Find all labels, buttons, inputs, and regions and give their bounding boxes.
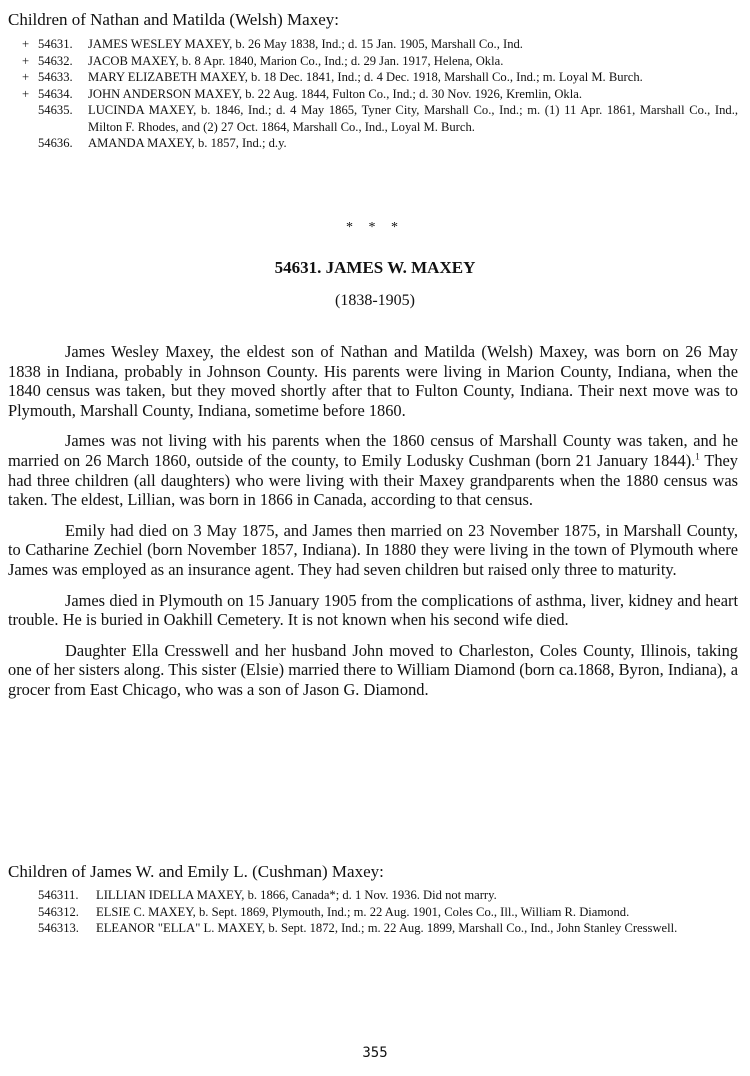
child-entry (0, 53, 750, 70)
child-entry (0, 86, 750, 103)
entry-text: MARY ELIZABETH MAXEY, b. 18 Dec. 1841, Ind.; d. 4 Dec. 1918, Marshall Co., Ind.; m. Loyal M. Burch. (88, 70, 643, 84)
child-entry (0, 904, 750, 921)
paragraph: James died in Plymouth on 15 January 1905 from the complications of asthma, liver, kidney and heart trouble. He is buried in Oakhill Cemetery. It is not known when his second wife died. (8, 590, 738, 630)
has-descendants-marker: + (22, 37, 30, 51)
entry-number: 546311. (38, 888, 79, 902)
entry-number: 546312. (38, 904, 79, 919)
paragraph-text: James was not living with his parents when the 1860 census of Marshall County was taken, and he married on 26 March 1860, outside of the county, to Emily Lodusky Cushman (born 21 January 1844). (8, 431, 738, 470)
entry-number: 54636. (38, 136, 73, 150)
entry-text: JAMES WESLEY MAXEY, b. 26 May 1838, Ind.; d. 15 Jan. 1905, Marshall Co., Ind. (88, 37, 523, 51)
children-list-james (0, 887, 750, 937)
entry-number: 546313. (38, 921, 79, 935)
children-list-nathan (0, 36, 750, 152)
section-years: (1838-1905) (335, 292, 415, 309)
page-number: 355 (362, 1045, 388, 1061)
entry-number: 54634. (38, 86, 73, 101)
paragraph: Emily had died on 3 May 1875, and James then married on 23 November 1875, in Marshall County, to Catharine Zechiel (born November 1857, Indiana). In 1880 they were living in the town of Plymouth where James was employed as an insurance agent. They had seven children but raised only three to maturity. (8, 520, 738, 579)
entry-text: LILLIAN IDELLA MAXEY, b. 1866, Canada*; d. 1 Nov. 1936. Did not marry. (96, 888, 497, 902)
entry-number: 54633. (38, 70, 73, 84)
entry-text: JACOB MAXEY, b. 8 Apr. 1840, Marion Co., Ind.; d. 29 Jan. 1917, Helena, Okla. (88, 53, 504, 68)
paragraph: Daughter Ella Cresswell and her husband John moved to Charleston, Coles County, Illinois, taking one of her sisters along. This sister (Elsie) married there to William Diamond (born ca.1868, Byron, Indiana), a grocer from East Chicago, who was a son of Jason G. Diamond. (8, 640, 738, 699)
child-entry (0, 69, 750, 86)
has-descendants-marker: + (22, 70, 30, 84)
paragraph-text-continued: They had three children (all daughters) who were living with their Maxey grandparents when the 1880 census was taken. The eldest, Lillian, was born in 1866 in Canada, according to that census. (8, 450, 738, 510)
paragraph (8, 431, 738, 509)
child-entry (0, 920, 750, 937)
children-heading-nathan: Children of Nathan and Matilda (Welsh) Maxey: (8, 10, 339, 29)
child-entry (0, 887, 750, 904)
entry-text: ELSIE C. MAXEY, b. Sept. 1869, Plymouth, Ind.; m. 22 Aug. 1901, Coles Co., Ill., William R. Diamond. (96, 904, 630, 919)
has-descendants-marker: + (22, 86, 30, 101)
paragraph: James Wesley Maxey, the eldest son of Nathan and Matilda (Welsh) Maxey, was born on 26 May 1838 in Indiana, probably in Johnson County. His parents were living in Marion County, Indiana, when the 1840 census was taken, but they moved shortly after that to Fulton County, Indiana. Their next move was to Plymouth, Marshall County, Indiana, sometime before 1860. (8, 342, 738, 420)
entry-number: 54632. (38, 53, 73, 68)
entry-number: 54635. (38, 103, 73, 117)
section-separator: * * * (346, 220, 404, 235)
has-descendants-marker: + (22, 53, 30, 68)
entry-text: AMANDA MAXEY, b. 1857, Ind.; d.y. (88, 136, 287, 150)
entry-number: 54631. (38, 37, 73, 51)
child-entry (0, 135, 750, 152)
section-title: 54631. JAMES W. MAXEY (274, 258, 476, 277)
child-entry (0, 36, 750, 53)
footnote-reference: 1 (695, 451, 700, 462)
entry-text: ELEANOR "ELLA" L. MAXEY, b. Sept. 1872, Ind.; m. 22 Aug. 1899, Marshall Co., Ind., John Stanley Cresswell. (96, 921, 678, 935)
children-heading-james: Children of James W. and Emily L. (Cushman) Maxey: (8, 862, 384, 881)
entry-text: JOHN ANDERSON MAXEY, b. 22 Aug. 1844, Fulton Co., Ind.; d. 30 Nov. 1926, Kremlin, Okla. (88, 86, 582, 101)
biography-text (8, 342, 738, 711)
child-entry (0, 102, 750, 135)
entry-text: LUCINDA MAXEY, b. 1846, Ind.; d. 4 May 1865, Tyner City, Marshall Co., Ind.; m. (1) 11 Apr. 1861, Marshall Co., Ind., Milton F. Rhodes, and (2) 27 Oct. 1864, Marshall Co., Ind., Loyal M. Burch. (88, 103, 738, 134)
